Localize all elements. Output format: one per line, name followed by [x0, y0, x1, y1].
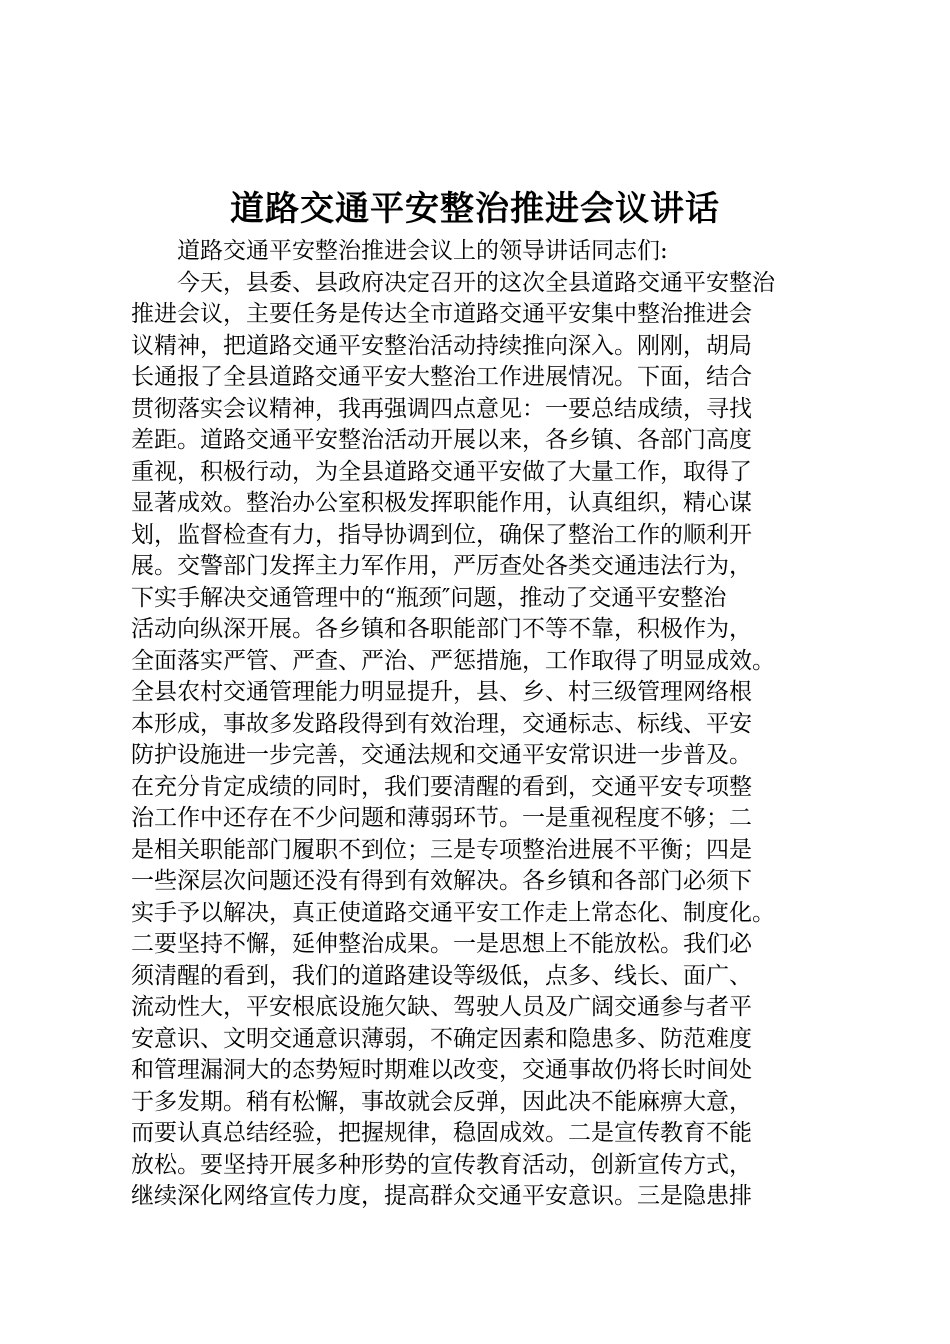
- paragraph-line: 本形成，事故多发路段得到有效治理，交通标志、标线、平安: [131, 710, 752, 737]
- paragraph-line: 在充分肯定成绩的同时，我们要清醒的看到，交通平安专项整: [131, 773, 752, 800]
- paragraph-line: 防护设施进一步完善，交通法规和交通平安常识进一步普及。: [131, 742, 752, 768]
- paragraph-line: 流动性大，平安根底设施欠缺、驾驶人员及广阔交通参与者平: [131, 994, 752, 1020]
- paragraph-line: 推进会议，主要任务是传达全市道路交通平安集中整治推进会: [131, 301, 752, 327]
- paragraph-line: 而要认真总结经验，把握规律，稳固成效。二是宣传教育不能: [131, 1120, 752, 1146]
- paragraph-line: 议精神，把道路交通平安整治活动持续推向深入。刚刚，胡局: [131, 332, 752, 359]
- document-title: 道路交通平安整治推进会议讲话: [230, 189, 720, 229]
- paragraph-line: 活动向纵深开展。各乡镇和各职能部门不等不靠，积极作为，: [131, 616, 752, 642]
- paragraph-line: 二要坚持不懈，延伸整治成果。一是思想上不能放松。我们必: [131, 931, 752, 957]
- paragraph-line: 于多发期。稍有松懈，事故就会反弹，因此决不能麻痹大意，: [131, 1088, 752, 1115]
- paragraph-line: 是相关职能部门履职不到位；三是专项整治进展不平衡；四是: [131, 836, 752, 863]
- paragraph-line: 全县农村交通管理能力明显提升，县、乡、村三级管理网络根: [131, 679, 752, 705]
- paragraph-line: 展。交警部门发挥主力军作用，严厉查处各类交通违法行为，: [131, 553, 752, 579]
- paragraph-line: 继续深化网络宣传力度，提高群众交通平安意识。三是隐患排: [131, 1183, 752, 1209]
- paragraph-line: 安意识、文明交通意识薄弱，不确定因素和隐患多、防范难度: [131, 1025, 752, 1052]
- paragraph-line: 一些深层次问题还没有得到有效解决。各乡镇和各部门必须下: [131, 868, 752, 894]
- paragraph-line: 今天，县委、县政府决定召开的这次全县道路交通平安整治: [177, 269, 775, 296]
- paragraph-line: 治工作中还存在不少问题和薄弱环节。一是重视程度不够；二: [131, 805, 752, 831]
- document-body: [131, 236, 851, 1213]
- paragraph-line: 差距。道路交通平安整治活动开展以来，各乡镇、各部门高度: [131, 427, 752, 453]
- salutation-line: 道路交通平安整治推进会议上的领导讲话同志们:: [177, 238, 668, 264]
- paragraph-line: 实手予以解决，真正使道路交通平安工作走上常态化、制度化。: [131, 899, 775, 926]
- paragraph-line: 全面落实严管、严查、严治、严惩措施，工作取得了明显成效。: [131, 647, 775, 674]
- paragraph-line: 重视，积极行动，为全县道路交通平安做了大量工作，取得了: [131, 458, 752, 485]
- paragraph-line: 放松。要坚持开展多种形势的宣传教育活动，创新宣传方式，: [131, 1151, 752, 1178]
- paragraph-line: 和管理漏洞大的态势短时期难以改变，交通事故仍将长时间处: [131, 1057, 752, 1083]
- paragraph-line: 划，监督检查有力，指导协调到位，确保了整治工作的顺利开: [131, 521, 752, 548]
- paragraph-line: 长通报了全县道路交通平安大整治工作进展情况。下面，结合: [131, 364, 752, 390]
- paragraph-line: 贯彻落实会议精神，我再强调四点意见：一要总结成绩，寻找: [131, 395, 752, 422]
- paragraph-line: 下实手解决交通管理中的“瓶颈″问题，推动了交通平安整治: [131, 584, 727, 611]
- paragraph-line: 须清醒的看到，我们的道路建设等级低，点多、线长、面广、: [131, 962, 752, 989]
- paragraph-line: 显著成效。整治办公室积极发挥职能作用，认真组织，精心谋: [131, 490, 752, 516]
